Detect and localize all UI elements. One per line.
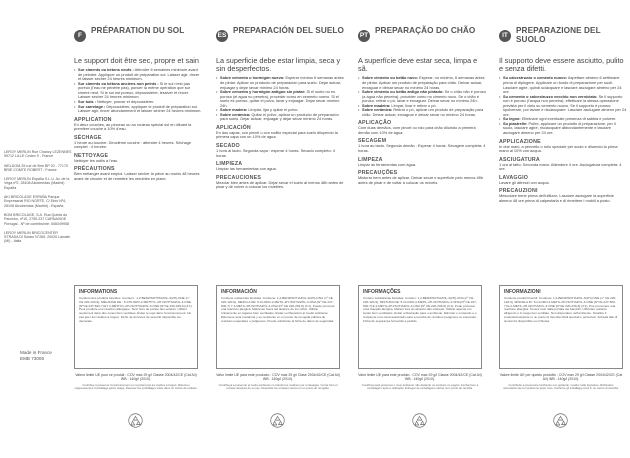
instruction-item: • Sobre cerámica: Quitar el polvo, aplicar un producto de preparación para suelo. Dejar actuar, enjuagar y dejar secar mínimo 24 horas.	[216, 113, 344, 122]
language-column-fr	[74, 27, 202, 452]
section-heading: APPLICAZIONE	[499, 138, 541, 145]
column-subtitle: La superficie debe estar limpia, seca y sin desperfectos.	[216, 56, 341, 74]
language-column-es	[216, 27, 344, 452]
section-text: En dos capas, con pincel o con rodillo especial para suelo diluyendo la primera capa con un 10% de agua.	[216, 129, 338, 140]
instruction-item: • Sobre cimento ou betão novo: Esperar, no mínimo, 6 semanas antes de pintar. Aplicar um produto de preparação para chão. Deixar actuar, enxaguar e deixar secar no mínimo 24 horas.	[358, 76, 486, 90]
instruction-item: • Sobre madera: Limpiar, lijar y quitar el polvo.	[216, 108, 344, 113]
recycle-icon	[412, 413, 427, 428]
language-badge: PT	[358, 30, 370, 42]
section-text: En deux couches, au pinceau ou au rouleau spécial sol en diluant la première couche à 10% d'eau.	[74, 121, 192, 132]
address-block: LEROY MERLIN BRICOCENTER STRADA Dl Solaro N°265, 20020 Lainate (MI) - Italia	[4, 230, 70, 244]
instruction-item: • Su calcestruzzo o cemento nuovo: Aspettare almeno 6 settimane prima di dipingere. Applicare un fondo di preparazione per suoli. Lasciare agire, quindi sciacquare e lasciare asciugare almeno per 24 ore.	[499, 76, 627, 94]
column-header	[74, 27, 202, 57]
recycle-icon	[128, 413, 143, 428]
voc-limit-text: Valore limite UE per questo prodotto : COV max 29 g/l Classe 2004/42/CE (Cat A/i) WB : 140g/l (2010).	[499, 373, 623, 382]
section-heading: APLICACIÓN	[216, 124, 251, 131]
voc-limit-text: Valor límite UE para este producto : COV max 29 g/l Clase 2004/42/CE (Cat A/i) WB : 140g/l (2010).	[216, 373, 340, 382]
info-title: INFORMACIÓN	[221, 289, 257, 295]
instruction-item: • Sobre cemento u hormigón nuevo: Esperar mínimo 6 semanas antes de pintar. Aplicar un producto de preparación para suelo. Dejar actuar, enjuagar y dejar secar mínimo 24 horas.	[216, 76, 344, 90]
column-subtitle: Le support doit être sec, propre et sain	[74, 56, 199, 65]
environment-note: Contribuya a preservar el medio ambiente no tirando los residuos por el desagüe. Cerrar bien el envase después de su uso. Depositar los envases vacíos en un punto de recogida.	[218, 383, 338, 391]
section-heading: NETTOYAGE	[74, 152, 109, 159]
address-block: WELDOM-25 rue de Brie BP 20 - 77170 BRIE COMTE ROBERT - France	[4, 163, 68, 172]
section-text: Misturar bem antes de aplicar. Deixar secar o superfície pelo menos 48h antes de pisar e de voltar a colocar os móveis.	[358, 175, 483, 185]
section-text: Limpar as ferramentas com água.	[358, 161, 417, 167]
language-column-it	[499, 27, 627, 452]
voc-limit-text: Valeur limite UE pour ce produit : COV max 29 g/l Classe 2004/42/CE (Cat A/i) WB : 140g/l (2010).	[75, 373, 197, 382]
instruction-item: • Sobre cemento y hormigón antiguo sin pintar: Si el suelo no es poroso (el agua no penetra), proceder como en cemento nuevo. Si el suelo es poroso, quitar el polvo, lavar y enjuagar. Dejar secar mínimo 24h.	[216, 90, 344, 108]
section-text: Mescolare bene prima dell'utilizzo. Lasciare asciugare la superficie almeno 48 ore prima di calpestarla e di rimettere i mobili a posto.	[499, 193, 614, 203]
made-in-text: Made in France	[20, 350, 52, 355]
environment-note: Contribue à préserver l'environnement en recyclant pas les résidus à l'égout. Refermer soigneusement l'emballage après usage. Déposer les emballages vides dans un centre de collecte.	[74, 383, 198, 391]
instruction-item: • Sur ciments ou bétons anciens non peints : Si le sol n'est pas poreux (l'eau ne pénètre pas), poncer la même opération que sur ciment neuf. Si le sol est poreux, dépoussiérer, lessiver et rincer. Laisser sécher 24 heures minimum.	[74, 82, 202, 100]
section-heading: LIMPEZA	[358, 156, 383, 163]
info-text: Contiene prodotti biocidi. Contiene: 1,2-BENZISOTIAZOL-3(2H)-ONE (n° CE 220-120-9), MISCELA DI: 5-CLORO-2-METIL-2H-ISOTIAZOL-3-ONE [N°CE 247-500-7] E 2-METIL-2H-ISOTIAZOL-3-ONE [N°CE 220-239-6] (3:1). Può provocare una reazione allergica. Tenere fuori dalla portata dei bambini. Utilizzare soltanto all'aperto o in luogo ben ventilato. Non disperdere nell'ambiente. Smaltire il prodotto/recipiente in un punto di raccolta rifiuti speciali o pericolosi. Scheda dati di sicurezza disponibile su richiesta.	[504, 296, 618, 323]
section-text: Lavare gli attrezzi con acqua.	[499, 179, 550, 185]
address-block: LEROY MERLIN España S.L.U. Av. de la Vega nº2, 28108 Alcobendas (Madrid) España	[4, 177, 70, 190]
origin-block	[20, 350, 52, 362]
recycle-icon	[553, 413, 568, 428]
info-text: Contiene sustancias biocidas. Contiene: 1,2-BENZISOTIAZOL-3(2H)-ONA (nº CE 220-120-9), MEZCLA DE: 5-CLORO-2-METIL-2H-ISOTIAZOL-3-ONA [Nº CE 247-500-7] Y 2-METIL-2H-ISOTIAZOL-3-ONA [Nº CE 220-239-6] (3:1). Puede provocar una reacción alérgica. Mantener fuera del alcance de los niños. Utilizar únicamente en lugares bien ventilados. Evitar su liberación al medio ambiente. Elimínese esta sustancia y su recipiente en un punto de recogida pública de residuos especiales o peligrosos. Puede solicitarse la ficha de datos de seguridad.	[221, 296, 335, 323]
column-title: PREPARAÇÃO DO CHÃO	[375, 26, 476, 35]
section-text: Mezclar bien antes de aplicar. Dejar secar el suelo al menos 48h antes de pisar y de volver a colocar los muebles.	[216, 179, 344, 190]
info-box	[216, 285, 340, 369]
section-heading: ASCIUGATURA	[499, 156, 540, 163]
language-badge: F	[74, 30, 86, 42]
column-subtitle: A superfície deve estar seca, limpa e sã.	[358, 56, 478, 74]
instruction-item: • Su piastrelle: Pulire, applicare un prodotto di preparazione, per il suolo, lasciare agire, risciacquare abbondantemente e lasciare asciugare almeno per 24 ore.	[499, 122, 627, 136]
environment-note: Contribuite a preservare l'ambiente non gettando i residui nelle fognature. Richiudere accuratamente la confezione dopo l'uso. Conferire gli imballaggi vuoti in un centro di raccolta.	[503, 383, 619, 391]
section-heading: LAVAGGIO	[499, 174, 529, 181]
recycle-icon	[270, 413, 285, 428]
section-text: Limpiar las herramientas con agua.	[216, 166, 277, 172]
distributor-addresses	[4, 150, 72, 249]
section-text: 1 heure au toucher. Deuxième couche : attendre 4 heures. Séchage complet : 4 heures.	[74, 139, 192, 150]
column-title: PRÉPARATION DU SOL	[91, 26, 185, 35]
instruction-item: • Sur carrelage : Dépoussiérer, appliquer le produit de préparation sol. Laisser agir, rincer abondamment et laisser sécher 24 heures minimum.	[74, 105, 202, 114]
voc-limit-text: Valor limite UE para este produto : COV max 29 g/l Classe 2004/42/CE (Cat A/i) WB : 140g/l (2010).	[358, 373, 482, 382]
info-text: Contient des produits biocides. Contient : 1,2-BENZISOTHIAZOL-3(2H)-ONE (n° CE 220-120-9), MÉLANGE DE : 5-CHLORO-2-MÉTHYL-2H-ISOTHIAZOL-3-ONE [N°CE 247-500-7] ET 2-MÉTHYL-2H-ISOTHIAZOL-3-ONE [N°CE 220-239-6] (3:1). Peut produire une réaction allergique. Tenir hors de portée des enfants. Utiliser seulement dans des zones bien ventilées. Éviter le rejet dans l'environnement. Ne pas jeter les résidus à l'égout. Fiche de données de sécurité disponible sur demande.	[79, 296, 193, 323]
language-badge: IT	[499, 30, 511, 42]
address-block: LEROY MERLIN Rue Chanzy LEZENNES 59712 LILLE Cedex 9 - France	[4, 150, 72, 159]
column-header	[216, 27, 344, 57]
instruction-item: • Sobre cerâmica: Retirar o pó, aplicar um produto de preparação para chão. Deixar actuar, enxaguar e deixar secar no mínimo 24 horas.	[358, 108, 486, 117]
section-heading: LIMPIEZA	[216, 161, 243, 168]
column-title: PREPARACIÓN DEL SUELO	[233, 26, 344, 35]
info-box	[499, 285, 623, 369]
column-subtitle: Il supporto deve essere asciutto, pulito e senza difetti.	[499, 56, 624, 74]
column-title: PREPARAZIONE DEL SUOLO	[516, 26, 601, 44]
section-heading: APPLICATION	[74, 116, 112, 123]
section-heading: PRECAUÇÕES	[358, 170, 398, 177]
section-heading: PRECAUZIONI	[499, 188, 538, 195]
instruction-item: • Su cemento o calcestruzzo vecchio non verniciato: Se il supporto non è poroso (l'acqua non penetra), effettuare la stessa operazione prevista per il cielo su cemento nuovo. Se il supporto è poroso: spolverare, poi lavare e risciacquare. Lasciare asciugare almeno per 24 ore.	[499, 95, 627, 118]
section-text: 1 hora al tacto. Segunda capa : esperar 4 horas. Secado completo: 4 horas.	[216, 147, 335, 158]
column-header	[358, 27, 486, 57]
language-column-pt	[358, 27, 486, 452]
section-heading: APLICAÇÃO	[358, 120, 392, 127]
address-block: BOM BRICOLAGE, S.A. Rua Quinta do Paizinho, nº10, 2790-237 CARNAXIDE Portugal - Nº de contribuinte: 506049958	[4, 212, 70, 226]
info-box	[358, 285, 482, 369]
section-heading: PRÉCAUTIONS	[74, 166, 115, 173]
info-text: Contém substâncias biocidas. Contém: 1,2-BENZISOTIAZOL-3(2H)-ONA (nº CE 220-120-9), MISTURA DE: 5-CLORO-2-METIL-2H-ISOTIAZOL-3-ONA [Nº CE 247-500-7] E 2-METIL-2H-ISOTIAZOL-3-ONA [Nº CE 220-239-6] (3:1). Pode provocar uma reacção alérgica. Manter fora do alcance das crianças. Utilizar apenas em locais bem ventilados. Evitar a libertação para o ambiente. Eliminar o conteúdo e o recipiente num local autorizado para a recolha de resíduos perigosos ou especiais. Ficha de segurança fornecida a pedido.	[363, 296, 477, 323]
instruction-item: • Sobre cimento ou betão antigo não pintado: Se o chão não é poroso (a água não penetra), proceder como no cimento novo. Se o chão é poroso, retirar o pó, lavar e enxaguar. Deixar secar no mínimo 24h.	[358, 90, 486, 104]
section-text: Nettoyer les outils à l'eau.	[74, 157, 119, 163]
info-title: INFORMATIONS	[79, 289, 118, 295]
instruction-item: • Su legno: Eliminare ogni eventuale presenza di sabbia e polvere.	[499, 117, 627, 122]
section-text: In due mani, a pennello o rullo speciale per suolo e diluendo la prima mano al 10% con acqua.	[499, 143, 618, 154]
instruction-item: • Sur bois : Nettoyer, poncer et dépoussiérer.	[74, 100, 202, 105]
info-title: INFORMAZIONI	[504, 289, 541, 295]
info-title: INFORMAÇÕES	[363, 289, 401, 295]
instruction-item: • Sobre madeira: Limpar, lixar e retirar o pó.	[358, 104, 486, 109]
environment-note: Contribua para preservar o meio ambiente não deitando os resíduos no esgoto. Fechar bem a embalagem após a utilização. Entregar as embalagens vazias num ponto de recolha.	[361, 383, 479, 391]
section-text: Com duas demãos, com pincel ou rolo para chão diluindo a primeira demão com 10% de água.	[358, 125, 476, 135]
packaging-code: EMB 73006	[20, 356, 45, 361]
section-heading: SECADO	[216, 142, 240, 149]
section-text: Bien mélanger avant emploi. Laisser sécher la pièce au moins 48 heures avant de circuler et de remettre les meubles en place.	[74, 171, 200, 181]
info-box	[74, 285, 198, 369]
section-text: 1 hora ao tacto. Segunda demão : Esperar 4 horas. Secagem completa: 4 horas.	[358, 143, 486, 153]
section-text: 1 ora al tatto. Seconda mano: Attendere 4 ore. Asciugatura completa: 4 ore.	[499, 161, 622, 172]
section-heading: SÉCHAGE	[74, 134, 102, 141]
address-block: AKI BRICOLAGE ESPAÑA Parque Empresarial RIO NORTE, C/ Ebro Nº4, 28108 Alcobendas (Madrid) - España	[4, 195, 67, 208]
section-heading: SECAGEM	[358, 138, 387, 145]
column-header	[499, 27, 627, 57]
section-heading: PRECAUCIONES	[216, 174, 262, 181]
instruction-item: • Sur ciments ou bétons neufs : Attendre 6 semaines minimum avant de peindre. Appliquer un produit de préparation sol. Laisser agir, rincer et laisser sécher 24 heures minimum.	[74, 68, 202, 82]
language-badge: ES	[216, 30, 228, 42]
